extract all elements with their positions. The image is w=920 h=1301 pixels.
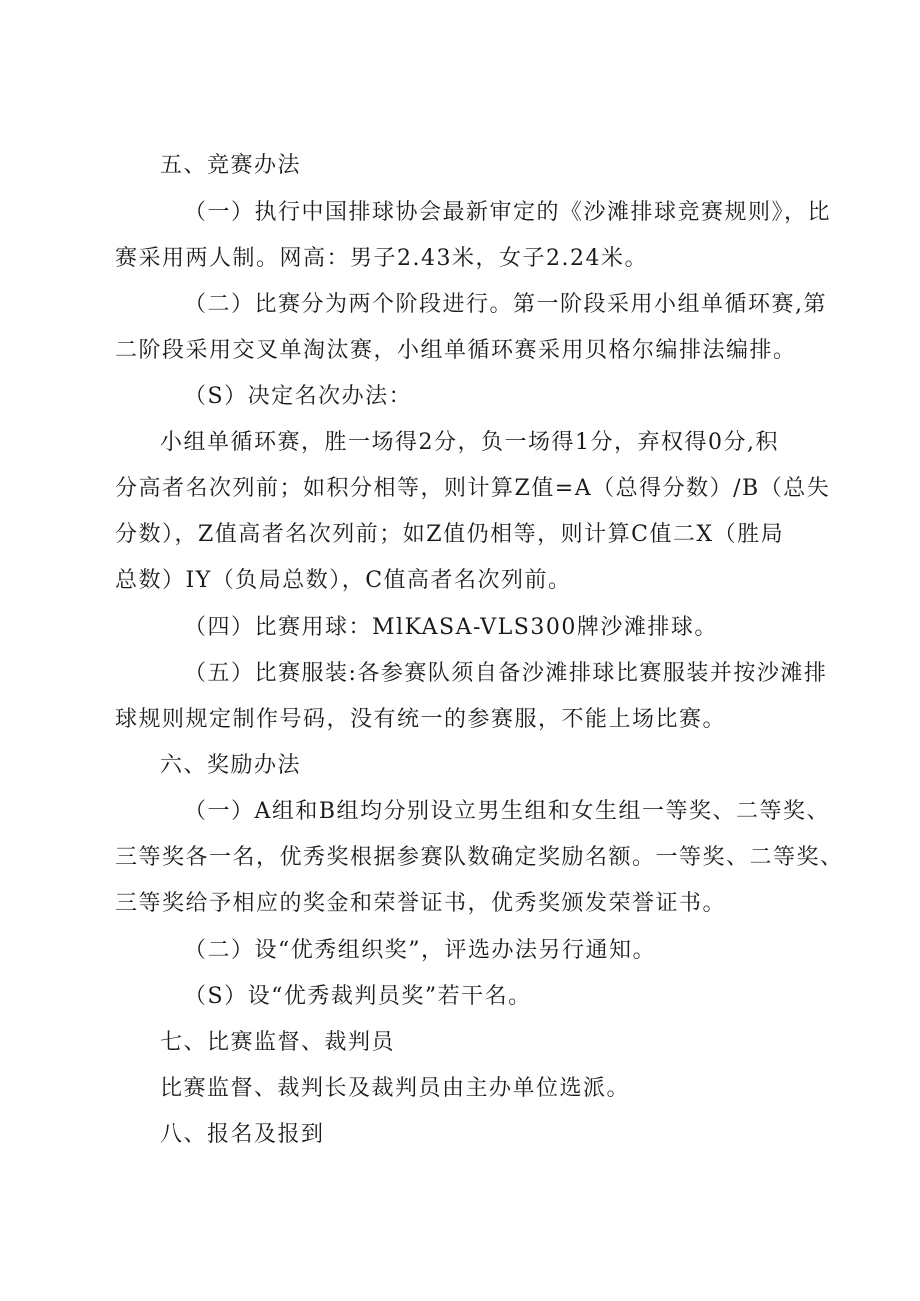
paragraph-referee-award: （S）设“优秀裁判员奖”若干名。: [184, 984, 532, 1009]
section-heading-registration: 八、报名及报到: [160, 1122, 325, 1147]
paragraph-uniform-line-1: （五）比赛服装:各参赛队须自备沙滩排球比赛服装并按沙滩排: [184, 661, 828, 686]
paragraph-rules-line-1: （一）执行中国排球协会最新审定的《沙滩排球竞赛规则》，比: [184, 200, 832, 225]
section-heading-competition-method: 五、竞赛办法: [160, 153, 302, 178]
section-heading-awards: 六、奖励办法: [160, 753, 302, 778]
paragraph-stages-line-1: （二）比赛分为两个阶段进行。第一阶段采用小组单循环赛,第: [184, 292, 827, 317]
paragraph-ranking-line-2: 分高者名次列前；如积分相等，则计算Z值=A（总得分数）/B（总失: [115, 476, 831, 501]
paragraph-awards-line-3: 三等奖给予相应的奖金和荣誉证书，优秀奖颁发荣誉证书。: [115, 891, 727, 916]
paragraph-ranking-line-4: 总数）IY（负局总数），C值高者名次列前。: [115, 568, 572, 593]
paragraph-ranking-line-3: 分数），Z值高者名次列前；如Z值仍相等，则计算C值二X（胜局: [115, 522, 785, 547]
paragraph-stages-line-2: 二阶段采用交叉单淘汰赛，小组单循环赛采用贝格尔编排法编排。: [115, 338, 797, 363]
paragraph-supervision: 比赛监督、裁判长及裁判员由主办单位选派。: [160, 1076, 631, 1101]
paragraph-rules-line-2: 赛采用两人制。网高：男子2.43米，女子2.24米。: [115, 246, 648, 271]
paragraph-ranking-line-1: 小组单循环赛，胜一场得2分，负一场得1分，弃权得0分,积: [160, 430, 779, 455]
paragraph-ball: （四）比赛用球：MlKASA-VLS300牌沙滩排球。: [184, 615, 718, 640]
paragraph-organization-award: （二）设“优秀组织奖”，评选办法另行通知。: [184, 938, 656, 963]
section-heading-supervision: 七、比赛监督、裁判员: [160, 1030, 396, 1055]
paragraph-uniform-line-2: 球规则规定制作号码，没有统一的参赛服，不能上场比赛。: [115, 707, 727, 732]
paragraph-ranking-title: （S）决定名次办法：: [184, 384, 413, 409]
paragraph-awards-line-2: 三等奖各一名，优秀奖根据参赛队数确定奖励名额。一等奖、二等奖、: [115, 845, 844, 870]
paragraph-awards-line-1: （一）A组和B组均分别设立男生组和女生组一等奖、二等奖、: [184, 799, 831, 824]
